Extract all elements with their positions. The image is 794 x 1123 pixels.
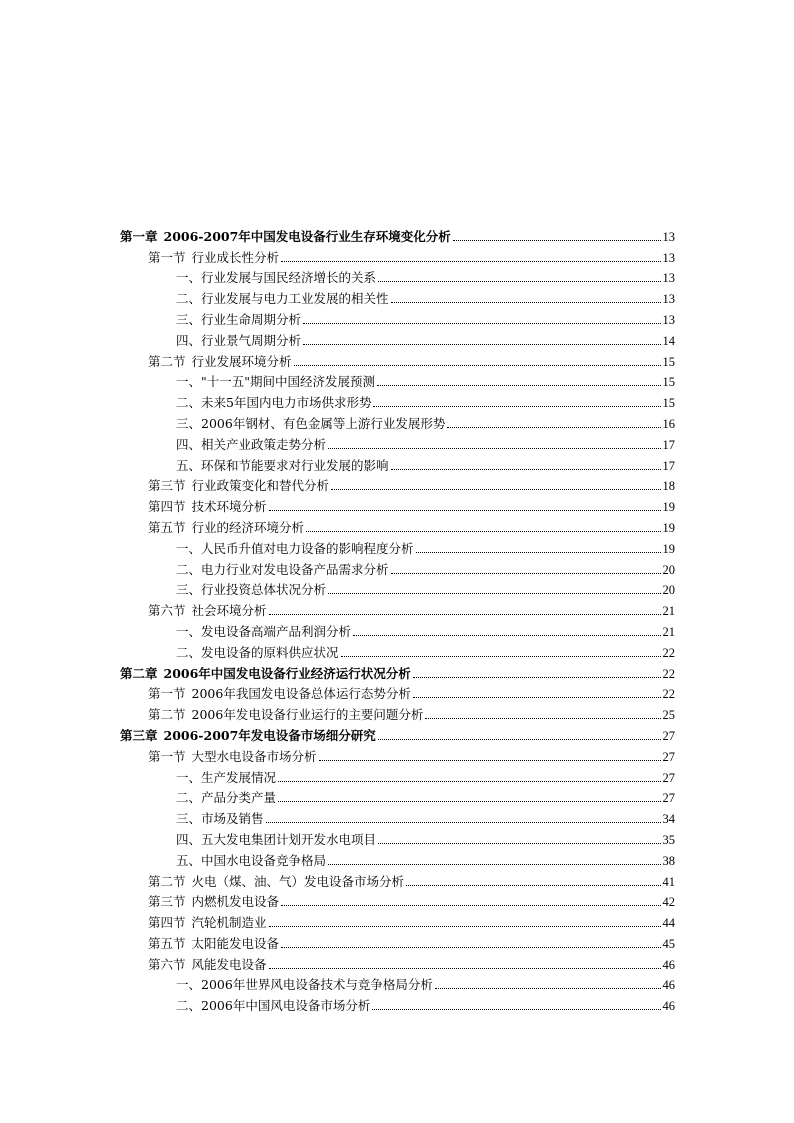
toc-page-number: 18 (662, 479, 675, 494)
toc-page-number: 27 (662, 749, 675, 764)
toc-entry-title (148, 937, 279, 951)
toc-page-number: 41 (662, 874, 675, 889)
dot-leader (281, 261, 660, 262)
toc-entry-text: 中国水电设备竞争格局 (201, 852, 327, 868)
toc-entry-title (176, 854, 326, 868)
toc-section-entry[interactable] (120, 514, 675, 535)
toc-entry-number: 第四节 (148, 499, 186, 515)
dot-leader (281, 905, 660, 906)
toc-subsection-entry[interactable] (120, 639, 675, 660)
toc-entry-text: 生产发展情况 (201, 769, 277, 785)
dot-leader (373, 406, 660, 407)
toc-entry-number: 五、 (176, 852, 202, 868)
toc-entry-text: 行业发展与电力工业发展的相关性 (201, 291, 389, 307)
toc-entry-title (176, 459, 389, 473)
toc-entry-number: 第一章 (120, 228, 158, 244)
toc-entry-number: 第一节 (148, 249, 186, 265)
toc-chapter-entry[interactable] (120, 722, 675, 743)
dot-leader (303, 344, 660, 345)
toc-entry-title (148, 500, 267, 514)
toc-entry-text: 大型水电设备市场分析 (191, 748, 317, 764)
toc-entry-text: 行业政策变化和替代分析 (191, 478, 330, 494)
dot-leader (341, 656, 661, 657)
toc-entry-title (176, 646, 339, 660)
toc-entry-number: 三、 (176, 582, 202, 598)
toc-page-number: 42 (662, 895, 675, 910)
dot-leader (447, 427, 660, 428)
toc-entry-title (120, 667, 411, 681)
toc-section-entry[interactable] (120, 701, 675, 722)
toc-entry-title (176, 334, 301, 348)
toc-chapter-entry[interactable] (120, 660, 675, 681)
toc-page-number: 14 (662, 333, 675, 348)
dot-leader (266, 822, 661, 823)
toc-entry-text: 内燃机发电设备 (191, 894, 280, 910)
dot-leader (378, 281, 660, 282)
toc-page-number: 17 (662, 458, 675, 473)
dot-leader (406, 885, 660, 886)
toc-page-number: 22 (662, 687, 675, 702)
toc-entry-text: 2006年钢材、有色金属等上游行业发展形势 (201, 415, 446, 431)
toc-entry-title (148, 916, 267, 930)
toc-entry-number: 第四节 (148, 915, 186, 931)
toc-entry-text: 太阳能发电设备 (191, 935, 280, 951)
dot-leader (435, 988, 661, 989)
toc-entry-text: 汽轮机制造业 (191, 915, 267, 931)
toc-page-number: 21 (662, 604, 675, 619)
toc-entry-text: "十一五"期间中国经济发展预测 (201, 374, 376, 390)
toc-entry-text: 2006年发电设备行业运行的主要问题分析 (191, 707, 424, 723)
toc-entry-text: 2006年世界风电设备技术与竞争格局分析 (201, 977, 433, 993)
toc-page-number: 27 (662, 791, 675, 806)
toc-page-number: 19 (662, 520, 675, 535)
toc-entry-title (148, 895, 279, 909)
toc-section-entry[interactable] (120, 930, 675, 951)
toc-entry-title (176, 583, 326, 597)
toc-page-number: 46 (662, 957, 675, 972)
toc-subsection-entry[interactable] (120, 535, 675, 556)
toc-subsection-entry[interactable] (120, 826, 675, 847)
toc-entry-title (176, 771, 276, 785)
toc-entry-number: 第二节 (148, 707, 186, 723)
toc-subsection-entry[interactable] (120, 805, 675, 826)
toc-section-entry[interactable] (120, 889, 675, 910)
dot-leader (278, 801, 660, 802)
toc-page-number: 17 (662, 437, 675, 452)
toc-entry-text: 未来5年国内电力市场供求形势 (201, 395, 372, 411)
toc-section-entry[interactable] (120, 244, 675, 265)
toc-page-number: 34 (662, 812, 675, 827)
toc-entry-title (176, 313, 301, 327)
toc-entry-title (176, 625, 351, 639)
toc-subsection-entry[interactable] (120, 306, 675, 327)
toc-page-number: 19 (662, 500, 675, 515)
toc-subsection-entry[interactable] (120, 265, 675, 286)
toc-page-number: 13 (662, 250, 675, 265)
toc-entry-title (176, 271, 376, 285)
toc-entry-number: 一、 (176, 977, 202, 993)
toc-entry-title (176, 791, 276, 805)
toc-page-number: 19 (662, 541, 675, 556)
toc-entry-title (176, 833, 376, 847)
toc-entry-text: 2006年我国发电设备总体运行态势分析 (191, 686, 411, 702)
toc-entry-number: 第二节 (148, 353, 186, 369)
toc-entry-number: 五、 (176, 457, 202, 473)
toc-entry-number: 二、 (176, 291, 202, 307)
toc-entry-number: 二、 (176, 644, 202, 660)
dot-leader (378, 739, 661, 740)
toc-entry-title (148, 875, 404, 889)
dot-leader (377, 385, 660, 386)
toc-page-number: 13 (662, 312, 675, 327)
toc-entry-title (176, 563, 389, 577)
toc-entry-number: 第五节 (148, 935, 186, 951)
toc-entry-number: 四、 (176, 436, 202, 452)
toc-entry-number: 四、 (176, 332, 202, 348)
toc-entry-text: 行业发展与国民经济增长的关系 (201, 270, 377, 286)
toc-entry-text: 行业的经济环境分析 (191, 519, 305, 535)
toc-entry-text: 风能发电设备 (191, 956, 267, 972)
dot-leader (328, 448, 660, 449)
toc-page-number: 20 (662, 562, 675, 577)
toc-entry-text: 行业生命周期分析 (201, 311, 302, 327)
toc-entry-text: 2006年中国风电设备市场分析 (201, 998, 371, 1014)
toc-entry-title (176, 396, 371, 410)
toc-section-entry[interactable] (120, 597, 675, 618)
toc-entry-text: 五大发电集团计划开发水电项目 (201, 831, 377, 847)
toc-entry-number: 二、 (176, 561, 202, 577)
toc-subsection-entry[interactable] (120, 764, 675, 785)
dot-leader (425, 718, 660, 719)
dot-leader (328, 864, 660, 865)
toc-entry-title (148, 687, 411, 701)
toc-entry-number: 三、 (176, 415, 202, 431)
toc-section-entry[interactable] (120, 743, 675, 764)
dot-leader (391, 469, 661, 470)
toc-entry-number: 第一节 (148, 748, 186, 764)
toc-entry-number: 一、 (176, 374, 202, 390)
toc-entry-number: 第三章 (120, 727, 158, 743)
toc-entry-title (176, 542, 414, 556)
toc-entry-number: 三、 (176, 311, 202, 327)
toc-entry-title (148, 750, 317, 764)
toc-page-number: 44 (662, 916, 675, 931)
toc-page-number: 13 (662, 292, 675, 307)
toc-entry-title (176, 978, 433, 992)
toc-entry-text: 发电设备高端产品利润分析 (201, 623, 352, 639)
toc-entry-number: 四、 (176, 831, 202, 847)
toc-page-number: 22 (662, 666, 675, 681)
toc-entry-text: 发电设备的原料供应状况 (201, 644, 339, 660)
toc-entry-text: 环保和节能要求对行业发展的影响 (201, 457, 389, 473)
toc-entry-text: 产品分类产量 (201, 790, 277, 806)
toc-page-number: 13 (662, 229, 675, 244)
toc-subsection-entry[interactable] (120, 577, 675, 598)
toc-subsection-entry[interactable] (120, 327, 675, 348)
toc-entry-number: 三、 (176, 811, 202, 827)
toc-entry-number: 第三节 (148, 894, 186, 910)
toc-subsection-entry[interactable] (120, 369, 675, 390)
toc-entry-title (176, 812, 264, 826)
toc-page-number: 46 (662, 999, 675, 1014)
dot-leader (331, 489, 660, 490)
toc-entry-title (148, 604, 267, 618)
toc-entry-title (148, 521, 304, 535)
dot-leader (278, 781, 660, 782)
toc-entry-text: 行业投资总体状况分析 (201, 582, 327, 598)
toc-chapter-entry[interactable] (120, 223, 675, 244)
dot-leader (269, 614, 661, 615)
toc-page-number: 45 (662, 936, 675, 951)
toc-entry-number: 第一节 (148, 686, 186, 702)
dot-leader (416, 552, 661, 553)
toc-entry-text: 行业景气周期分析 (201, 332, 302, 348)
toc-page-number: 15 (662, 354, 675, 369)
toc-subsection-entry[interactable] (120, 785, 675, 806)
toc-subsection-entry[interactable] (120, 847, 675, 868)
dot-leader (413, 677, 661, 678)
toc-subsection-entry[interactable] (120, 410, 675, 431)
toc-subsection-entry[interactable] (120, 431, 675, 452)
toc-section-entry[interactable] (120, 348, 675, 369)
toc-entry-title (120, 729, 376, 743)
toc-entry-text: 行业成长性分析 (191, 249, 280, 265)
toc-entry-title (148, 355, 292, 369)
toc-entry-number: 二、 (176, 998, 202, 1014)
toc-entry-title (176, 417, 445, 431)
toc-subsection-entry[interactable] (120, 992, 675, 1013)
dot-leader (269, 510, 661, 511)
toc-entry-number: 第六节 (148, 603, 186, 619)
toc-page-number: 22 (662, 645, 675, 660)
toc-page-number: 46 (662, 978, 675, 993)
toc-entry-number: 第六节 (148, 956, 186, 972)
toc-entry-number: 一、 (176, 270, 202, 286)
toc-entry-text: 2006年中国发电设备行业经济运行状况分析 (163, 665, 411, 681)
toc-page-number: 13 (662, 271, 675, 286)
dot-leader (281, 947, 660, 948)
toc-entry-text: 2006-2007年发电设备市场细分研究 (163, 727, 376, 743)
toc-section-entry[interactable] (120, 868, 675, 889)
toc-page-number: 15 (662, 375, 675, 390)
toc-entry-text: 火电（煤、油、气）发电设备市场分析 (191, 873, 405, 889)
toc-entry-title (148, 479, 329, 493)
toc-entry-text: 相关产业政策走势分析 (201, 436, 327, 452)
toc-entry-number: 第二章 (120, 665, 158, 681)
toc-entry-text: 2006-2007年中国发电设备行业生存环境变化分析 (163, 228, 451, 244)
toc-section-entry[interactable] (120, 951, 675, 972)
toc-subsection-entry[interactable] (120, 389, 675, 410)
toc-entry-title (176, 292, 389, 306)
toc-subsection-entry[interactable] (120, 452, 675, 473)
toc-entry-number: 二、 (176, 395, 202, 411)
dot-leader (269, 926, 661, 927)
toc-page-number: 38 (662, 853, 675, 868)
toc-section-entry[interactable] (120, 909, 675, 930)
toc-entry-number: 第二节 (148, 873, 186, 889)
toc-section-entry[interactable] (120, 681, 675, 702)
toc-page-number: 27 (662, 728, 675, 743)
dot-leader (372, 1009, 660, 1010)
toc-section-entry[interactable] (120, 473, 675, 494)
toc-entry-text: 人民币升值对电力设备的影响程度分析 (201, 540, 414, 556)
toc-page-number: 15 (662, 396, 675, 411)
dot-leader (328, 593, 660, 594)
dot-leader (391, 573, 661, 574)
toc-entry-text: 社会环境分析 (191, 603, 267, 619)
toc-page-number: 25 (662, 708, 675, 723)
toc-page-number: 35 (662, 832, 675, 847)
toc-entry-number: 二、 (176, 790, 202, 806)
toc-entry-text: 市场及销售 (201, 811, 264, 827)
dot-leader (319, 760, 661, 761)
table-of-contents (120, 223, 675, 1013)
toc-entry-number: 一、 (176, 540, 202, 556)
toc-entry-title (148, 958, 267, 972)
toc-entry-number: 第五节 (148, 519, 186, 535)
toc-subsection-entry[interactable] (120, 285, 675, 306)
dot-leader (269, 968, 661, 969)
toc-entry-text: 电力行业对发电设备产品需求分析 (201, 561, 389, 577)
toc-page-number: 27 (662, 770, 675, 785)
dot-leader (378, 843, 660, 844)
toc-section-entry[interactable] (120, 493, 675, 514)
dot-leader (413, 697, 661, 698)
dot-leader (294, 365, 661, 366)
toc-entry-text: 技术环境分析 (191, 499, 267, 515)
toc-page-number: 21 (662, 624, 675, 639)
dot-leader (303, 323, 660, 324)
toc-subsection-entry[interactable] (120, 618, 675, 639)
toc-entry-title (120, 230, 451, 244)
toc-page-number: 20 (662, 583, 675, 598)
dot-leader (306, 531, 660, 532)
toc-entry-title (148, 708, 423, 722)
dot-leader (453, 240, 661, 241)
toc-subsection-entry[interactable] (120, 556, 675, 577)
toc-entry-title (176, 999, 370, 1013)
toc-page-number: 16 (662, 416, 675, 431)
toc-subsection-entry[interactable] (120, 972, 675, 993)
toc-entry-title (176, 375, 375, 389)
toc-entry-title (148, 251, 279, 265)
toc-entry-number: 一、 (176, 769, 202, 785)
dot-leader (391, 302, 661, 303)
toc-entry-number: 一、 (176, 623, 202, 639)
toc-entry-text: 行业发展环境分析 (191, 353, 292, 369)
toc-entry-title (176, 438, 326, 452)
dot-leader (353, 635, 660, 636)
toc-entry-number: 第三节 (148, 478, 186, 494)
